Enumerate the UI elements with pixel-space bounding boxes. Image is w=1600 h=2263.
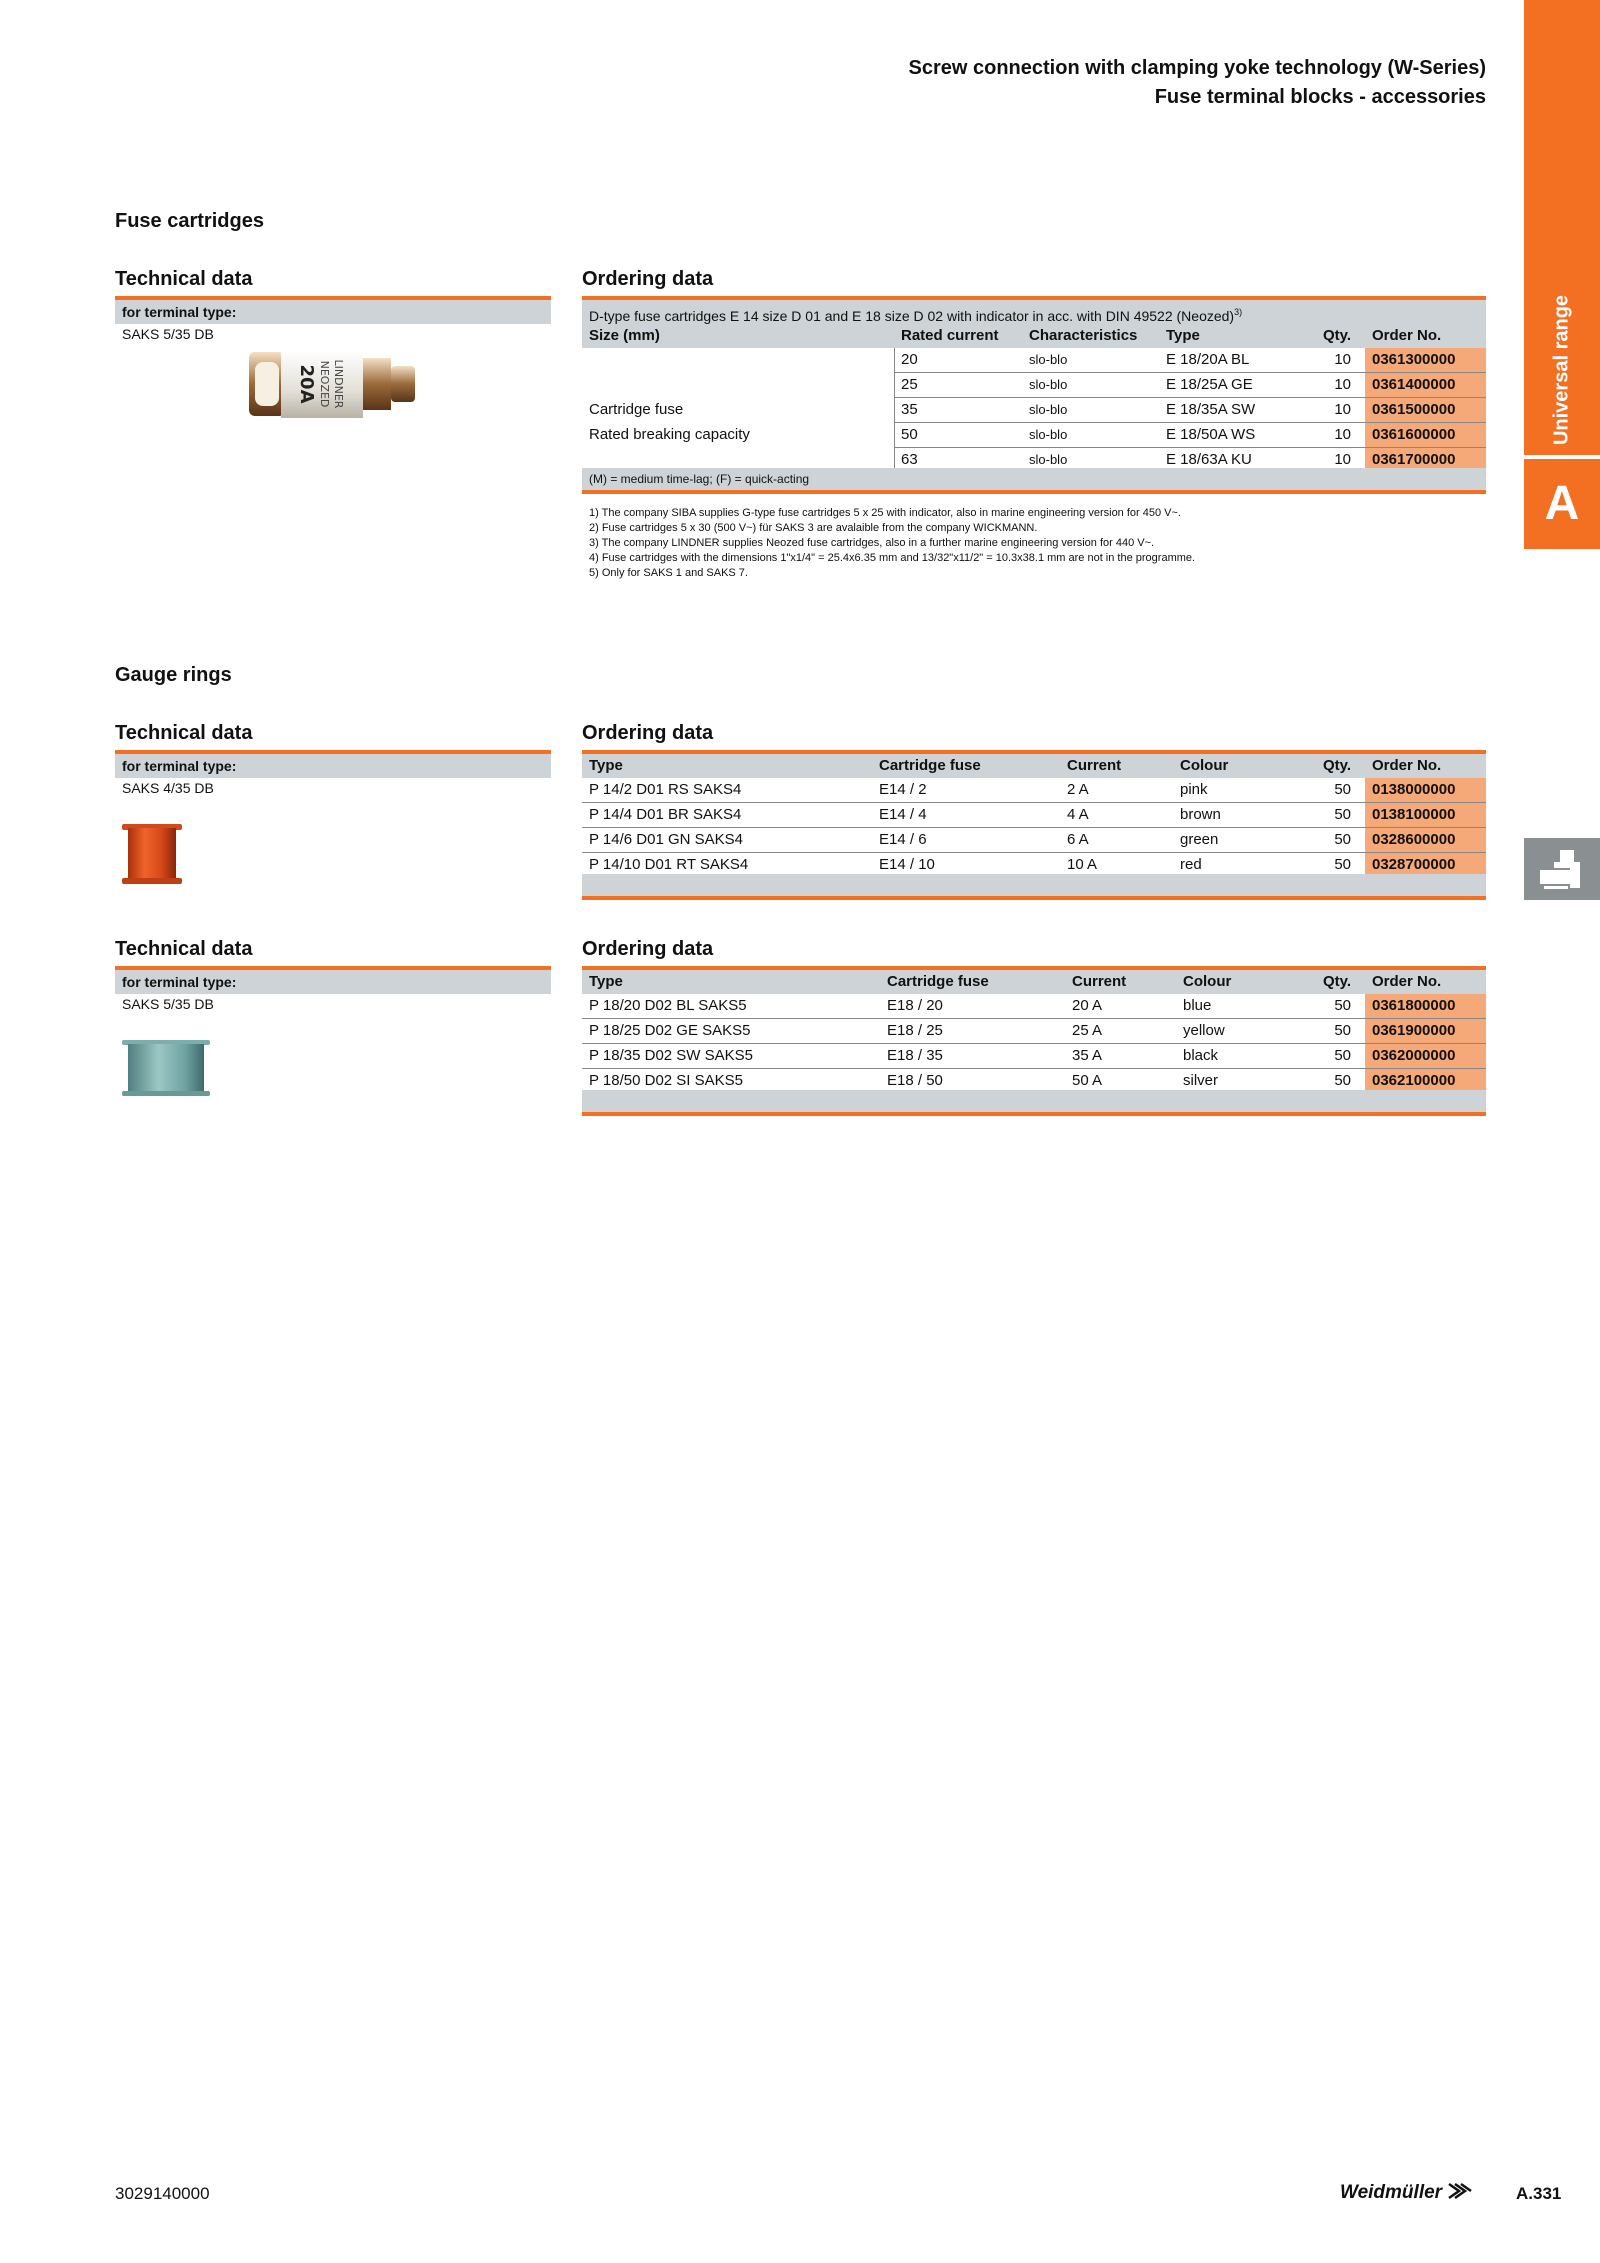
header-title: [909, 54, 1486, 112]
gauge2-col-current: Current: [1065, 970, 1176, 994]
gauge-terminal-label-band: [115, 754, 551, 778]
fuse-print-brand: LINDNER: [332, 359, 345, 409]
gauge-col-type: Type: [582, 754, 872, 778]
qty: 50: [1311, 1019, 1365, 1044]
qty: 50: [1311, 828, 1365, 853]
footnote-1: 1) The company SIBA supplies G-type fuse cartridges 5 x 25 with indicator, also in marine engineering version for 450 V~.: [589, 507, 1181, 519]
fuse-left-label: Cartridge fuse: [589, 401, 684, 418]
colour: blue: [1176, 994, 1311, 1019]
gauge2-table-footer-band: [582, 1090, 1486, 1112]
cartridge-fuse: E14 / 6: [872, 828, 1060, 853]
rated-current: 35: [894, 398, 1022, 423]
current: 6 A: [1060, 828, 1173, 853]
type: P 18/35 D02 SW SAKS5: [582, 1044, 880, 1069]
gauge2-col-order: Order No.: [1365, 970, 1486, 994]
qty: 10: [1311, 348, 1365, 373]
colour: black: [1176, 1044, 1311, 1069]
footnote-3: 3) The company LINDNER supplies Neozed fuse cartridges, also in a further marine engineering version for 440 V~.: [589, 537, 1155, 549]
fuse-ordering-table: [582, 324, 1486, 472]
fuse-ordering-title: Ordering data: [582, 268, 714, 290]
type: P 18/50 D02 SI SAKS5: [589, 1072, 743, 1089]
gauge-section-title: Gauge rings: [115, 664, 232, 686]
gauge2-technical-title: Technical data: [115, 938, 253, 960]
brand-name: Weidmüller: [1340, 2182, 1443, 2203]
gauge2-terminal-label: for terminal type:: [122, 974, 237, 990]
qty: 10: [1311, 423, 1365, 448]
fuse-section-title: Fuse cartridges: [115, 210, 264, 232]
type: P 14/2 D01 RS SAKS4: [582, 778, 872, 803]
order-number: 0328600000: [1365, 828, 1486, 853]
current: 25 A: [1065, 1019, 1176, 1044]
gauge-table-footer-rule: [582, 896, 1486, 900]
fuse-col-current: Rated current: [894, 324, 1022, 348]
fuse-print-rating: 20A: [296, 364, 317, 404]
colour: red: [1180, 856, 1202, 873]
qty: 10: [1334, 451, 1351, 468]
gauge-ordering-table: [582, 754, 1486, 877]
characteristics: slo-blo: [1022, 348, 1159, 373]
current: 35 A: [1065, 1044, 1176, 1069]
qty: 50: [1334, 856, 1351, 873]
colour: pink: [1173, 778, 1311, 803]
fuse-intro-text: D-type fuse cartridges E 14 size D 01 and E 18 size D 02 with indicator in acc. with DIN 49522 (Neozed): [589, 307, 1235, 324]
fuse-col-size: Size (mm): [582, 324, 894, 348]
fuse-print-type: NEOZED: [318, 360, 331, 408]
rated-current: 50: [894, 423, 1022, 448]
terminal-block-icon-graphic: [1524, 838, 1600, 900]
order-number: 0361900000: [1365, 1019, 1486, 1044]
cartridge-fuse: E18 / 20: [880, 994, 1065, 1019]
type: P 18/20 D02 BL SAKS5: [582, 994, 880, 1019]
colour: brown: [1173, 803, 1311, 828]
cartridge-fuse: E14 / 4: [872, 803, 1060, 828]
fuse-legend-band: [582, 468, 1486, 490]
qty: 50: [1311, 803, 1365, 828]
fuse-cartridge-image: [245, 342, 423, 426]
fuse-terminal-type: SAKS 5/35 DB: [122, 326, 214, 342]
type: P 14/4 D01 BR SAKS4: [582, 803, 872, 828]
fuse-legend: (M) = medium time-lag; (F) = quick-acting: [589, 472, 810, 486]
fuse-col-type: Type: [1159, 324, 1311, 348]
header-line-2: Fuse terminal blocks - accessories: [1154, 86, 1486, 108]
footnote-4: 4) Fuse cartridges with the dimensions 1"x1/4" = 25.4x6.35 mm and 13/32"x11/2" = 10.3x38.1 mm are not in the programme.: [589, 552, 1196, 564]
fuse-table-divider: [894, 348, 895, 468]
gauge-col-order: Order No.: [1365, 754, 1486, 778]
table-row: [582, 348, 1486, 373]
brand-mark-icon: [1447, 2182, 1473, 2200]
table-row: [582, 994, 1486, 1019]
colour: yellow: [1176, 1019, 1311, 1044]
fuse-terminal-label-band: [115, 300, 551, 324]
rated-current: 20: [894, 348, 1022, 373]
gauge-col-qty: Qty.: [1311, 754, 1365, 778]
characteristics: slo-blo: [1022, 398, 1159, 423]
footnote-5: 5) Only for SAKS 1 and SAKS 7.: [589, 567, 748, 579]
table-row: [582, 828, 1486, 853]
footnote-2: 2) Fuse cartridges 5 x 30 (500 V~) für SAKS 3 are avalaible from the company WICKMANN.: [589, 522, 1038, 534]
type: P 14/10 D01 RT SAKS4: [589, 856, 749, 873]
brand-logo: [1340, 2182, 1473, 2204]
qty: 50: [1311, 778, 1365, 803]
gauge2-table-header: [582, 970, 1486, 994]
qty: 50: [1311, 1044, 1365, 1069]
type: E 18/20A BL: [1159, 348, 1311, 373]
fuse-legend-rule: [582, 490, 1486, 494]
gauge2-col-qty: Qty.: [1311, 970, 1365, 994]
table-row: [582, 1044, 1486, 1069]
gauge2-terminal-label-band: [115, 970, 551, 994]
gauge2-col-type: Type: [582, 970, 880, 994]
order-number: 0361300000: [1365, 348, 1486, 373]
order-number: 0362100000: [1365, 1069, 1486, 1094]
gauge-ring-red-image: [120, 820, 184, 888]
qty: 10: [1311, 398, 1365, 423]
fuse-left-label: [582, 373, 894, 398]
fuse-technical-title: Technical data: [115, 268, 253, 290]
gauge-terminal-type: SAKS 4/35 DB: [122, 780, 214, 796]
fuse-terminal-label: for terminal type:: [122, 304, 237, 320]
header-line-1: Screw connection with clamping yoke technology (W-Series): [908, 57, 1486, 79]
order-number: 0362000000: [1365, 1044, 1486, 1069]
gauge2-ordering-table: [582, 970, 1486, 1093]
gauge-table-footer-band: [582, 874, 1486, 896]
order-number: 0138000000: [1365, 778, 1486, 803]
gauge-terminal-label: for terminal type:: [122, 758, 237, 774]
gauge-col-colour: Colour: [1173, 754, 1311, 778]
cartridge-fuse: E18 / 35: [880, 1044, 1065, 1069]
characteristics: slo-blo: [1022, 423, 1159, 448]
characteristics: slo-blo: [1029, 452, 1068, 467]
type: P 14/6 D01 GN SAKS4: [582, 828, 872, 853]
cartridge-fuse: E18 / 25: [880, 1019, 1065, 1044]
side-tab-range-label: Universal range: [1550, 294, 1573, 446]
current: 20 A: [1065, 994, 1176, 1019]
gauge-col-current: Current: [1060, 754, 1173, 778]
gauge-technical-title: Technical data: [115, 722, 253, 744]
qty: 50: [1334, 1072, 1351, 1089]
order-number: 0138100000: [1365, 803, 1486, 828]
gauge2-table-footer-rule: [582, 1112, 1486, 1116]
table-row: [582, 803, 1486, 828]
fuse-left-label: Rated breaking capacity: [589, 426, 750, 443]
side-tab-letter-text: A: [1544, 477, 1580, 530]
gauge-ordering-title: Ordering data: [582, 722, 714, 744]
table-row: [582, 423, 1486, 448]
terminal-block-icon: [1524, 838, 1600, 900]
table-row: [582, 373, 1486, 398]
table-row: [582, 398, 1486, 423]
fuse-col-qty: Qty.: [1311, 324, 1365, 348]
current: 4 A: [1060, 803, 1173, 828]
table-row: [582, 778, 1486, 803]
gauge2-col-colour: Colour: [1176, 970, 1311, 994]
current: 50 A: [1072, 1072, 1103, 1089]
colour: silver: [1183, 1072, 1219, 1089]
type: E 18/63A KU: [1166, 451, 1252, 468]
gauge2-terminal-type: SAKS 5/35 DB: [122, 996, 214, 1012]
fuse-footnotes: [589, 506, 1195, 581]
current: 2 A: [1060, 778, 1173, 803]
page-number: A.331: [1516, 2184, 1562, 2203]
characteristics: slo-blo: [1022, 373, 1159, 398]
fuse-col-order: Order No.: [1365, 324, 1486, 348]
type: E 18/50A WS: [1159, 423, 1311, 448]
colour: green: [1173, 828, 1311, 853]
order-number: 0361600000: [1365, 423, 1486, 448]
gauge-table-header: [582, 754, 1486, 778]
order-number: 0361500000: [1365, 398, 1486, 423]
side-tab-range: [1524, 0, 1600, 455]
cartridge-fuse: E18 / 50: [887, 1072, 943, 1089]
qty: 50: [1311, 994, 1365, 1019]
gauge2-col-fuse: Cartridge fuse: [880, 970, 1065, 994]
fuse-intro-footnote-ref: 3): [1234, 307, 1243, 317]
side-tab-letter: [1524, 459, 1600, 549]
type: P 18/25 D02 GE SAKS5: [582, 1019, 880, 1044]
rated-current: 63: [901, 451, 918, 468]
order-number: 0361400000: [1365, 373, 1486, 398]
order-number: 0361700000: [1365, 448, 1486, 473]
cartridge-fuse: E14 / 2: [872, 778, 1060, 803]
cartridge-fuse: E14 / 10: [879, 856, 935, 873]
gauge2-ordering-title: Ordering data: [582, 938, 714, 960]
current: 10 A: [1067, 856, 1098, 873]
fuse-left-label: [582, 348, 894, 373]
doc-number: 3029140000: [115, 2184, 210, 2203]
rated-current: 25: [894, 373, 1022, 398]
order-number: 0328700000: [1365, 853, 1486, 878]
table-row: [582, 1019, 1486, 1044]
gauge-ring-blue-image: [120, 1038, 212, 1098]
gauge-col-fuse: Cartridge fuse: [872, 754, 1060, 778]
type: E 18/25A GE: [1159, 373, 1311, 398]
type: E 18/35A SW: [1159, 398, 1311, 423]
fuse-col-characteristics: Characteristics: [1022, 324, 1159, 348]
fuse-table-header: [582, 324, 1486, 348]
qty: 10: [1311, 373, 1365, 398]
order-number: 0361800000: [1365, 994, 1486, 1019]
fuse-intro-band: [582, 300, 1486, 324]
